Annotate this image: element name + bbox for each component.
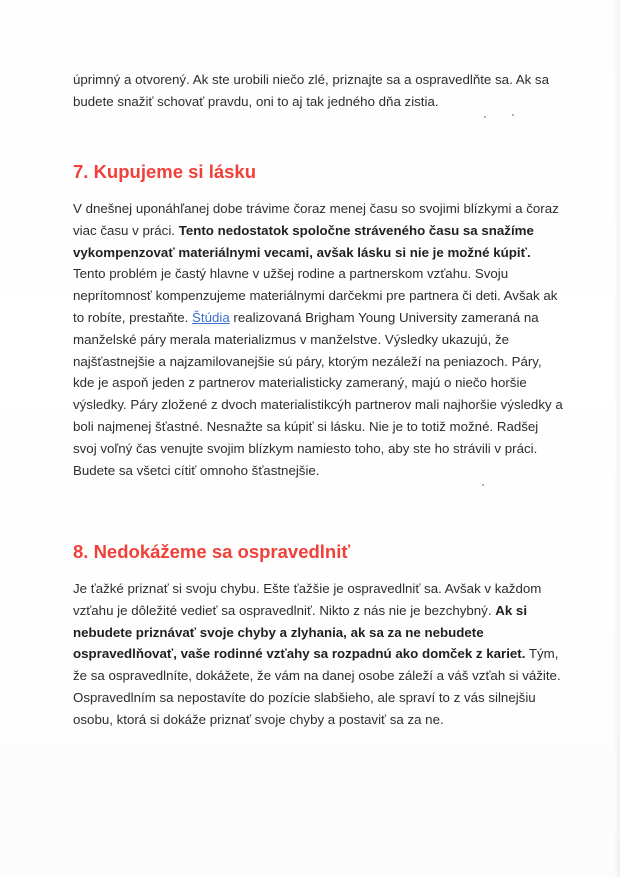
scan-speck bbox=[484, 116, 486, 118]
section-7-text-b: Tento problém je častý hlavne v užšej rodine a partnerskom vzťahu. Svoju neprítomnosť kompenzujeme materiálnymi darčekmi pre partnera či deti. Avšak ak to robíte, prestaňte. bbox=[73, 266, 558, 325]
scan-speck bbox=[482, 484, 484, 486]
section-7-paragraph bbox=[73, 198, 563, 481]
section-8-bold-text: Ak si nebudete priznávať svoje chyby a zlyhania, ak sa za ne nebudete ospravedlňovať, vaše rodinné vzťahy sa rozpadnú ako domček z kariet. bbox=[73, 602, 528, 662]
section-7-text-a: V dnešnej uponáhľanej dobe trávime čoraz menej času so svojimi blízkymi a čoraz viac času v práci. bbox=[73, 201, 559, 238]
section-8-heading: 8. Nedokážeme sa ospravedlniť bbox=[73, 541, 351, 562]
section-8-paragraph bbox=[73, 578, 563, 731]
scan-speck bbox=[512, 114, 514, 116]
page-edge-shadow bbox=[614, 0, 620, 877]
study-link[interactable]: Štúdia bbox=[192, 309, 230, 325]
section-7-text-c: realizovaná Brigham Young University zameraná na manželské páry merala materializmus v manželstve. Výsledky ukazujú, že najšťastnejšie a najzamilovanejšie sú páry, ktorým nezáleží na peniazoch. Páry, kde je aspoň jeden z partnerov materialisticky zameraný, majú o niečo horšie výsledky. Páry zložené z dvoch materialistikcýh partnerov mali najhoršie výsledky a boli najmenej šťastné. Nesnažte sa kúpiť si lásku. Nie je to totiž možné. Radšej svoj voľný čas venujte svojim blízkym namiesto toho, aby ste ho strávili v práci. Budete sa všetci cítiť omnoho šťastnejšie. bbox=[73, 309, 563, 478]
intro-paragraph bbox=[73, 69, 563, 113]
intro-text: úprimný a otvorený. Ak ste urobili niečo zlé, priznajte sa a ospravedlňte sa. Ak sa budete snažiť schovať pravdu, oni to aj tak jedného dňa zistia. bbox=[73, 72, 549, 109]
section-7-bold-text: Tento nedostatok spoločne stráveného času sa snažíme vykompenzovať materiálnymi vecami, avšak lásku si nie je možné kúpiť. bbox=[73, 222, 534, 260]
section-7-heading: 7. Kupujeme si lásku bbox=[73, 161, 257, 182]
section-8-text-b: Tým, že sa ospravedlníte, dokážete, že vám na danej osobe záleží a váš vzťah si vážite. Ospravedlním sa nepostavíte do pozície slabšieho, ale spraví to z vás silnejšiu osobu, ktorá si dokáže priznať svoje chyby a postaviť sa za ne. bbox=[73, 646, 561, 727]
section-8-text-a: Je ťažké priznať si svoju chybu. Ešte ťažšie je ospravedlniť sa. Avšak v každom vzťahu je dôležité vedieť sa ospravedlniť. Nikto z nás nie je bezchybný. bbox=[73, 581, 542, 618]
